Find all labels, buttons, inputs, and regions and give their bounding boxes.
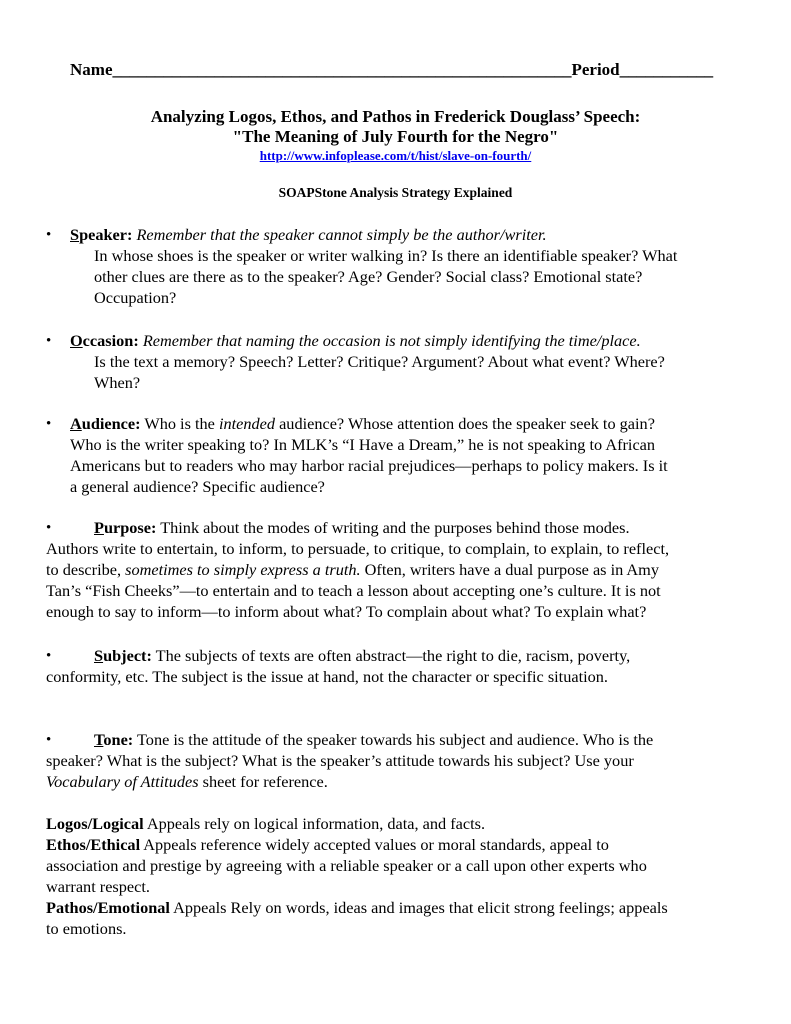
source-link[interactable]: http://www.infoplease.com/t/hist/slave-on-fourth/ [259, 148, 532, 163]
subject-heading: Subject: The subjects of texts are often abstract—the right to die, racism, poverty, [94, 646, 631, 665]
period-blank[interactable]: ___________ [619, 60, 714, 79]
bullet-icon: • [46, 333, 52, 349]
name-label: Name [70, 60, 113, 79]
purpose-line: Tan’s “Fish Cheeks”—to entertain and to teach a lesson about accepting one’s culture. It is not [46, 581, 661, 600]
tone-line: speaker? What is the subject? What is the speaker’s attitude towards his subject? Use your [46, 751, 634, 770]
audience-line: Who is the writer speaking to? In MLK’s “I Have a Dream,” he is not speaking to African [70, 435, 656, 454]
purpose-line: enough to say to inform—to inform about what? To complain about what? To explain what? [46, 602, 647, 621]
purpose-line: to describe, sometimes to simply express a truth. Often, writers have a dual purpose as in Amy [46, 560, 659, 579]
occasion-line: Is the text a memory? Speech? Letter? Critique? Argument? About what event? Where? [94, 352, 665, 371]
page-title: Analyzing Logos, Ethos, and Pathos in Frederick Douglass’ Speech: [150, 107, 641, 126]
pathos-line: to emotions. [46, 919, 127, 938]
occasion-line: When? [94, 373, 141, 392]
occasion-heading: Occasion: Remember that naming the occasion is not simply identifying the time/place. [70, 331, 641, 350]
page-subtitle: "The Meaning of July Fourth for the Negro" [232, 127, 559, 146]
tone-line: Vocabulary of Attitudes sheet for reference. [46, 772, 328, 791]
section-heading: SOAPStone Analysis Strategy Explained [278, 185, 513, 200]
tone-heading: Tone: Tone is the attitude of the speaker towards his subject and audience. Who is the [94, 730, 654, 749]
speaker-line: other clues are there as to the speaker? Age? Gender? Social class? Emotional state? [94, 267, 643, 286]
period-label: Period [571, 60, 620, 79]
purpose-heading: Purpose: Think about the modes of writing and the purposes behind those modes. [94, 518, 630, 537]
bullet-icon: • [46, 520, 52, 536]
ethos-line: warrant respect. [46, 877, 150, 896]
name-blank[interactable]: ______________________________________________________ [112, 60, 572, 79]
bullet-icon: • [46, 648, 52, 664]
bullet-icon: • [46, 732, 52, 748]
ethos-definition: Ethos/Ethical Appeals reference widely accepted values or moral standards, appeal to [46, 835, 609, 854]
speaker-heading: Speaker: Remember that the speaker cannot simply be the author/writer. [70, 225, 547, 244]
audience-line: Americans but to readers who may harbor racial prejudices—perhaps to policy makers. Is it [70, 456, 668, 475]
pathos-definition: Pathos/Emotional Appeals Rely on words, ideas and images that elicit strong feelings; appeals [46, 898, 668, 917]
subject-line: conformity, etc. The subject is the issue at hand, not the character or specific situation. [46, 667, 608, 686]
speaker-line: Occupation? [94, 288, 177, 307]
name-period-line [70, 60, 713, 80]
speaker-line: In whose shoes is the speaker or writer walking in? Is there an identifiable speaker? What [94, 246, 678, 265]
audience-line: a general audience? Specific audience? [70, 477, 325, 496]
bullet-icon: • [46, 227, 52, 243]
logos-definition: Logos/Logical Appeals rely on logical information, data, and facts. [46, 814, 486, 833]
purpose-line: Authors write to entertain, to inform, to persuade, to critique, to complain, to explain, to reflect, [46, 539, 670, 558]
audience-heading: Audience: Who is the intended audience? Whose attention does the speaker seek to gain? [70, 414, 655, 433]
bullet-icon: • [46, 416, 52, 432]
ethos-line: association and prestige by agreeing with a reliable speaker or a call upon other experts who [46, 856, 647, 875]
